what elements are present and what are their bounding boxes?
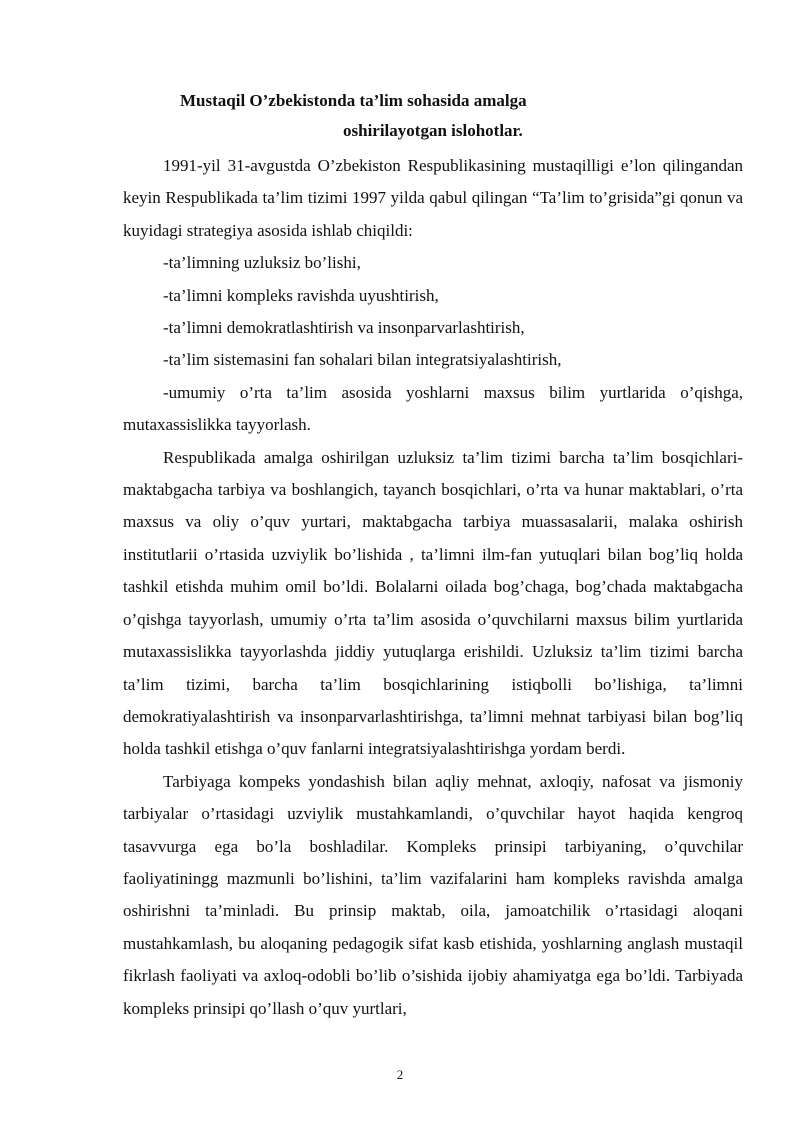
list-item: -ta’limni demokratlashtirish va insonparvarlashtirish, <box>163 318 525 338</box>
page-number: 2 <box>396 1067 404 1082</box>
list-item: -ta’limning uzluksiz bo’lishi, <box>163 253 361 273</box>
document-title-line-1: Mustaqil O’zbekistonda ta’lim sohasida amalga <box>180 91 527 110</box>
list-item: -ta’limni kompleks ravishda uyushtirish, <box>163 285 439 305</box>
body-paragraph: Respublikada amalga oshirilgan uzluksiz ta’lim tizimi barcha ta’lim bosqichlari-maktabgacha tarbiya va boshlangich, tayanch bosqichlari, o’rta va hunar maktablari, o’rta maxsus va oliy o’quv yurtari, maktabgacha tarbiya muassasalarii, malaka oshirish institutlarii o’rtasida uzviylik bo’lishida , ta’limni ilm-fan yutuqlari bilan bog’liq holda tashkil etishda muhim omil bo’ldi. Bolalarni oilada bog’chaga, bog’chada maktabgacha o’qishga tayyorlash, umumiy o’rta ta’lim asosida o’quvchilarni maxsus bilim yurtlarida mutaxassislikka tayyorlashda jiddiy yutuqlarga erishildi. Uzluksiz ta’lim tizimi barcha ta’lim tizimi, barcha ta’lim bosqichlarining istiqbolli bo’lishiga, ta’limni demokratiyalashtirish va insonparvarlashtirishga, ta’limni mehnat tarbiyasi bilan bog’liq holda tashkil etishga o’quv fanlarni integratsiyalashtirishga yordam berdi. <box>123 447 743 759</box>
intro-paragraph: 1991-yil 31-avgustda O’zbekiston Respublikasining mustaqilligi e’lon qilingandan keyin Respublikada ta’lim tizimi 1997 yilda qabul qilingan “Ta’lim to’grisida”gi qonun va kuyidagi strategiya asosida ishlab chiqildi: <box>123 156 743 240</box>
list-item: -ta’lim sistemasini fan sohalari bilan integratsiyalashtirish, <box>163 350 562 370</box>
document-title-line-2: oshirilayotgan islohotlar. <box>343 121 523 140</box>
document-body <box>123 150 743 1025</box>
list-item: -umumiy o’rta ta’lim asosida yoshlarni maxsus bilim yurtlarida o’qishga, mutaxassislikka tayyorlash. <box>123 382 743 435</box>
body-paragraph: Tarbiyaga kompeks yondashish bilan aqliy mehnat, axloqiy, nafosat va jismoniy tarbiyalar o’rtasidagi uzviylik mustahkamlandi, o’quvchilar hayot haqida kengroq tasavvurga ega bo’la boshladilar. Kompleks prinsipi tarbiyaning, o’quvchilar faoliyatiningg mazmunli bo’lishini, ta’lim vazifalarini ham kompleks ravishda amalga oshirishni ta’minladi. Bu prinsip maktab, oila, jamoatchilik o’rtasidagi aloqani mustahkamlash, bu aloqaning pedagogik sifat kasb etishida, yoshlarning anglash mustaqil fikrlash faoliyati va axloq-odobli bo’lib o’sishida ijobiy ahamiyatga ega bo’ldi. Tarbiyada kompleks prinsipi qo’llash o’quv yurtlari, <box>123 771 743 1018</box>
